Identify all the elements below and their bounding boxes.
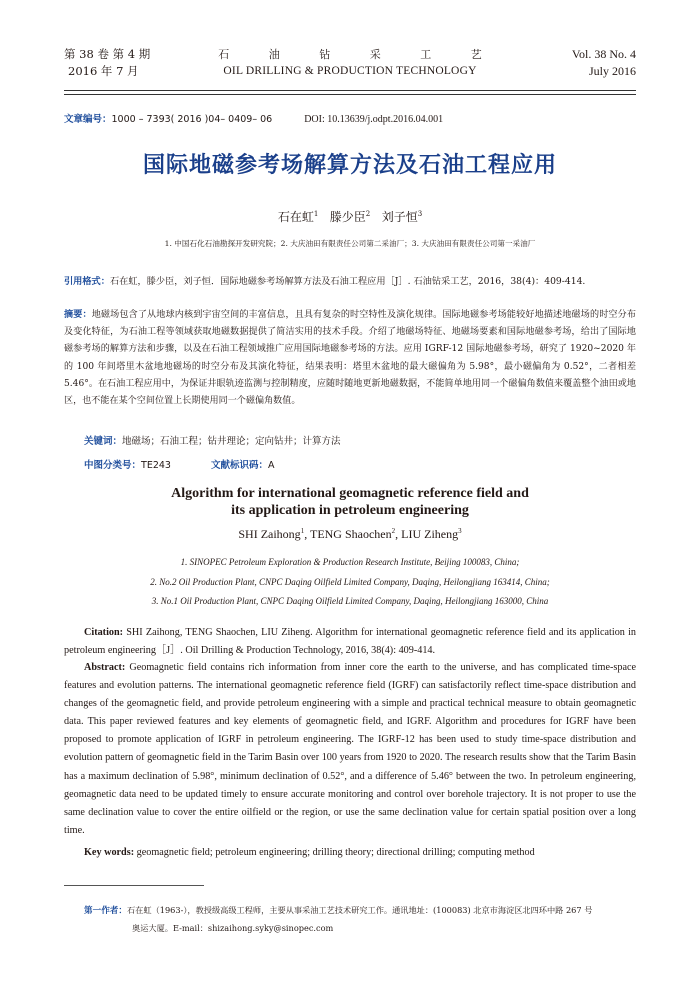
citation-cn [64,273,636,291]
affiliation-marker: 3 [417,210,423,218]
affiliation-marker: 2 [365,210,371,218]
author-name: LIU Ziheng [401,527,459,541]
keywords-label-en: Key words: [84,847,135,858]
citation-label-cn: 引用格式： [64,276,110,287]
volume-issue-en: Vol. 38 No. 4 [571,47,636,61]
abstract-cn [64,307,636,410]
affiliations-cn: 1. 中国石化石油勘探开发研究院；2. 大庆油田有限责任公司第二采油厂；3. 大庆油田有限责任公司第一采油厂 [164,239,536,248]
journal-name-en: OIL DRILLING & PRODUCTION TECHNOLOGY [223,65,477,77]
author-name: 石在虹 [277,210,314,224]
classification-cn [84,457,274,471]
affiliation-en: 1. SINOPEC Petroleum Exploration & Production Research Institute, Beijing 100083, China; [180,557,520,567]
keywords-text-cn: 地磁场；石油工程；钻井理论；定向钻井；计算方法 [122,436,341,447]
title-en-line: Algorithm for international geomagnetic reference field and [171,486,529,501]
doi-link[interactable]: DOI: 10.13639/j.odpt.2016.04.001 [304,114,444,125]
keywords-text-en: geomagnetic field; petroleum engineering; drilling theory; directional drilling; computing method [136,847,535,858]
author-name: SHI Zaihong [238,527,301,541]
clc-label: 中图分类号： [84,460,142,471]
footnote-divider [64,885,204,886]
doc-code: A [267,460,275,471]
keywords-label-cn: 关键词： [84,436,123,447]
author-list-en: SHI Zaihong$^1$, TENG Shaochen$^2$, LIU Ziheng$^3$ [238,527,462,541]
author-name: 滕少臣 [329,210,366,224]
keywords-en [84,847,535,858]
affiliation-en: 3. No.1 Oil Production Plant, CNPC Daqing Oilfield Limited Company, Daqing, Heilongjiang 163000, China [151,596,549,606]
article-number: 1000 – 7393( 2016 )04– 0409– 06 [111,114,273,125]
affiliation-marker: 3 [458,527,462,535]
footnote-label: 第一作者： [84,906,127,916]
journal-name [150,46,550,80]
affiliation-marker: 1 [313,210,319,218]
affiliation-marker: 2 [391,527,396,535]
affiliations-en [0,553,700,612]
affiliation-en: 2. No.2 Oil Production Plant, CNPC Daqing Oilfield Limited Company, Daqing, Heilongjiang 163414, China; [150,576,550,587]
abstract-en [64,659,636,840]
footnote-text-cont: 奥运大厦。E-mail：shizaihong.syky@sinopec.com [132,923,334,933]
doc-code-label: 文献标识码： [210,460,268,471]
citation-en [64,624,636,660]
abstract-text-cn: 地磁场包含了从地球内核到宇宙空间的丰富信息，且具有复杂的时空特性及演化规律。国际地磁参考场能较好地描述地磁场的时空分布及变化特征，为石油工程等领域获取地磁数据提供了简洁实用的技术手段。介绍了地磁场特征、地磁场要素和国际地磁参考场，给出了国际地磁参考场的解算方法和步骤，以及在石油工程领域推广应用国际地磁参考场的方法。应用 IGRF-12 国际地磁参考场，研究了 1920~2020 年的 100 年间塔里木盆地地磁场的时空分布及其演化特征，结果表明：塔里木盆地的最大磁偏角为 5.98°，最小磁偏角为 0.52°，二者相差 5.46°。在石油工程应用中，为保证井眼轨迹监测与控制精度，应随时随地更新地磁数据，不能简单地用同一个磁偏角数值来覆盖整个油田或地区，也不能在某个空间位置上长期使用同一个磁偏角数值。 [64,310,636,407]
journal-volume-info-en [572,46,636,80]
issue-date-en: July 2016 [588,64,636,78]
citation-label-en: Citation: [84,627,124,638]
volume-issue: 第 38 卷 第 4 期 [64,47,151,61]
journal-name-cn: 石 油 钻 采 工 艺 [218,48,500,61]
abstract-text-en: Geomagnetic field contains rich information from inner core the earth to the universe, and has complicated time-space features and evolution patterns. The international geomagnetic reference field (IGRF) can satisfactorily reflect time-space distribution and changes of the geomagnetic field, and provide petroleum engineering with a simple and practical technical measure to obtain geomagnetic data. This paper reviewed features and key elements of geomagnetic field, and IGRF. Algorithm and procedures for IGRF have been proposed to promote application of IGRF in petroleum engineering. The IGRF-12 has been used to study time-space distribution and evolution pattern of geomagnetic field in the Tarim Basin over 100 years from 1920 to 2020. The research results show that the Tarim Basin has a maximum declination of 5.98°, minimum declination of 0.52°, and a difference of 5.46° between the two. In petroleum engineering, geomagnetic data need to be updated timely to ensure accurate monitoring and control over borehole trajectory. It is not proper to use the same declination value to cover the entire oilfield or the region, or use the same declination value for certain spatial position over a long time. [64,662,637,836]
author-footnote [84,902,636,937]
issue-date: 2016 年 7 月 [68,64,139,78]
abstract-label-en: Abstract: [84,662,126,673]
clc-code: TE243 [141,460,171,471]
abstract-label-cn: 摘要： [64,310,92,320]
article-title-en [0,485,700,519]
keywords-cn [84,433,341,447]
affiliation-marker: 1 [300,527,305,535]
author-name: TENG Shaochen [309,527,392,541]
header-divider [64,90,636,91]
journal-volume-info [64,46,150,80]
author-list-cn [0,208,700,225]
article-title-cn: 国际地磁参考场解算方法及石油工程应用 [142,153,557,178]
article-meta [64,111,443,125]
citation-text-cn: 石在虹，滕少臣，刘子恒．国际地磁参考场解算方法及石油工程应用［J］. 石油钻采工艺，2016，38(4)：409-414. [109,276,586,287]
footnote-text: 石在虹（1963-），教授级高级工程师，主要从事采油工艺技术研究工作。通讯地址：(100083) 北京市海淀区北四环中路 267 号 [126,905,593,915]
author-name: 刘子恒 [381,210,418,224]
header-divider-thick [64,94,636,95]
title-en-line: its application in petroleum engineering [231,503,469,518]
citation-text-en: SHI Zaihong, TENG Shaochen, LIU Ziheng. Algorithm for international geomagnetic reference field and its application in petroleum engineering［J］. Oil Drilling & Production Technology, 2016, 38(4): 409-414. [64,627,637,656]
article-number-label: 文章编号： [64,114,112,125]
